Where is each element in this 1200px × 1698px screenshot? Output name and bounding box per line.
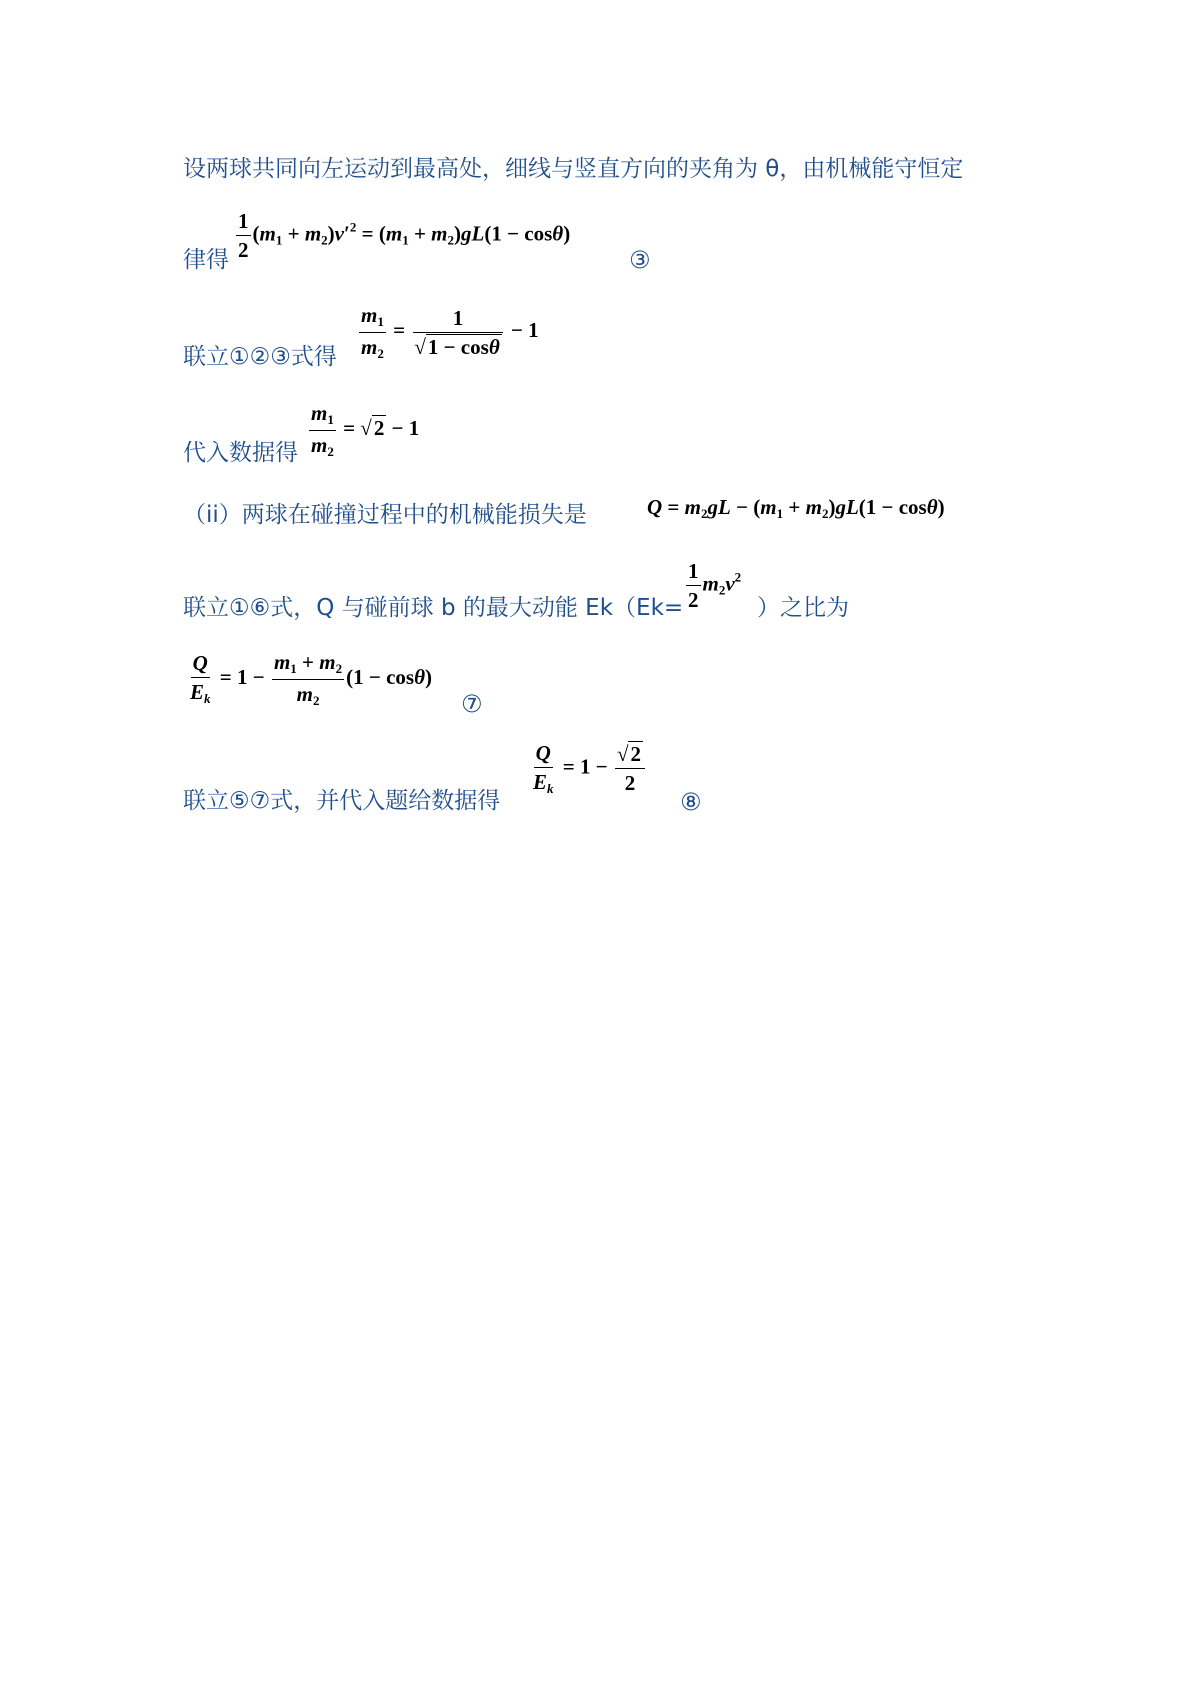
paragraph-5-prefix: 联立①⑥式，Q 与碰前球 b 的最大动能 Ek（Ek=: [183, 595, 684, 621]
equation-marker-8: ⑧: [680, 788, 702, 816]
paragraph-1-text: 设两球共同向左运动到最高处，细线与竖直方向的夹角为 θ，由机械能守恒定: [183, 156, 964, 182]
equation-mass-ratio-general: $\frac{m_1}{m_2}$ = $\frac{1}{√1 - \cos\theta}$ − 1: [361, 303, 539, 361]
equation-marker-3: ③: [629, 246, 651, 274]
paragraph-5-suffix: ）之比为: [757, 595, 849, 621]
equation-energy-loss: $Q = m_2gL - (m_1 + m_2)gL(1 - \cos\theta)$: [647, 495, 945, 521]
equation-ratio-general: $\frac{Q}{E_k}$ = 1 − $\frac{m_1 + m_2}{m_2}$ (1 − cosθ): [190, 650, 432, 708]
equation-ratio-value: $\frac{Q}{E_k}$ = 1 − $\frac{√2}{2}$: [529, 742, 647, 796]
paragraph-3-prefix: 代入数据得: [183, 440, 298, 466]
paragraph-7-prefix: 联立⑤⑦式，并代入题给数据得: [183, 788, 501, 814]
paragraph-2-prefix: 联立①②③式得: [183, 344, 337, 370]
equation-energy-conservation: $\frac{1}{2}$ $(m_1 + m_2)v'^2 = (m_1 + m_2)gL(1 - \cos\theta)$: [238, 209, 571, 263]
equation-marker-7: ⑦: [461, 690, 483, 718]
paragraph-4-prefix: （ii）两球在碰撞过程中的机械能损失是: [183, 502, 587, 528]
equation-mass-ratio-value: $\frac{m_1}{m_2}$ = √2 − 1: [311, 401, 420, 459]
paragraph-1-line2-prefix: 律得: [183, 247, 229, 273]
equation-kinetic-energy: $\frac{1}{2}$ $m_2v^2$: [688, 559, 742, 613]
